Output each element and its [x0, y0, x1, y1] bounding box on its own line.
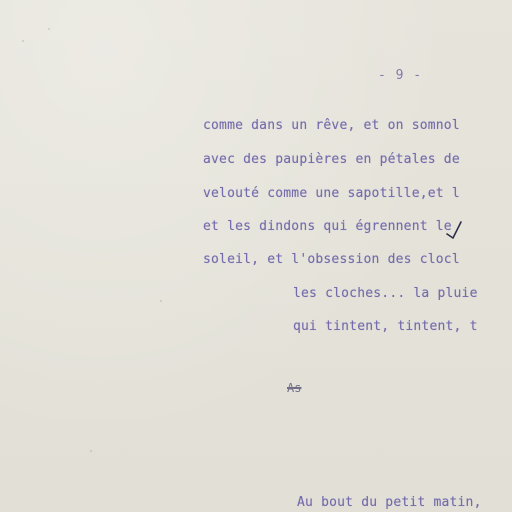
paper-speck [160, 300, 162, 302]
handwritten-check-mark [445, 220, 463, 240]
text-line-2: avec des paupières en pétales de [203, 152, 460, 167]
text-line-3: velouté comme une sapotille,et l [203, 186, 460, 201]
text-line-5: soleil, et l'obsession des clocl [203, 252, 460, 267]
text-line-7: qui tintent, tintent, t [293, 319, 478, 334]
paper-speck [90, 450, 92, 452]
text-line-last: Au bout du petit matin, [297, 495, 482, 510]
page-number: - 9 - [378, 68, 423, 83]
struck-out-mark: As [287, 381, 302, 395]
paper-speck [22, 40, 24, 42]
text-line-1: comme dans un rêve, et on somnol [203, 118, 460, 133]
text-line-6: les cloches... la pluie [293, 286, 478, 301]
paper-speck [48, 28, 50, 30]
text-line-4: et les dindons qui égrennent le [203, 219, 452, 234]
